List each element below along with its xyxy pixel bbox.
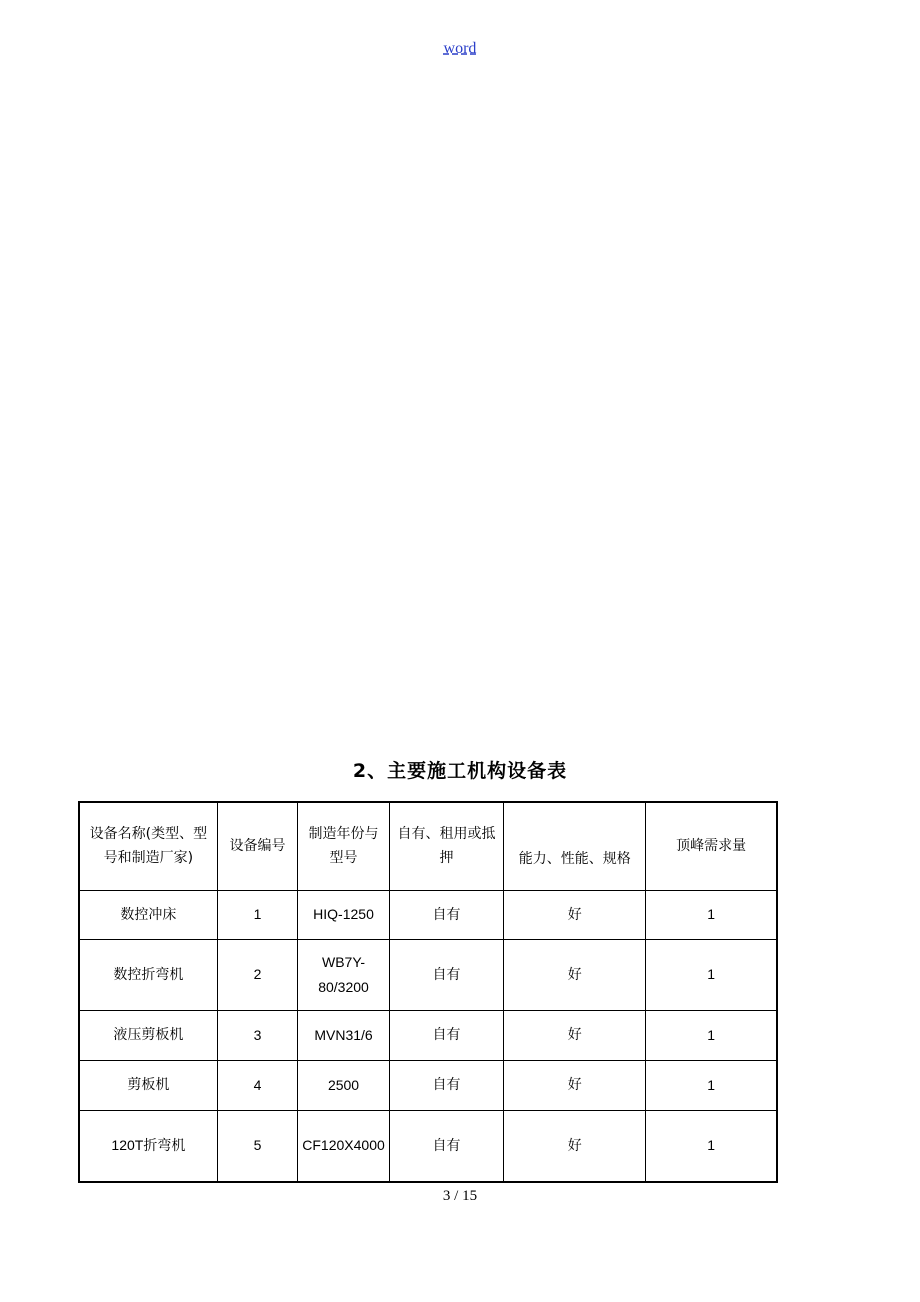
cell-name: 120T折弯机 bbox=[79, 1110, 217, 1182]
cell-name: 数控冲床 bbox=[79, 890, 217, 939]
cell-ownership: 自有 bbox=[389, 939, 503, 1010]
table-row bbox=[79, 1060, 777, 1110]
cell-model: MVN31/6 bbox=[298, 1010, 390, 1060]
header-cell-year-model: 制造年份与型号 bbox=[298, 802, 390, 890]
cell-name: 数控折弯机 bbox=[79, 939, 217, 1010]
header-cell-equipment-name: 设备名称(类型、型号和制造厂家) bbox=[79, 802, 217, 890]
cell-model: HIQ-1250 bbox=[298, 890, 390, 939]
cell-capability: 好 bbox=[504, 939, 646, 1010]
cell-ownership: 自有 bbox=[389, 1010, 503, 1060]
cell-number: 5 bbox=[217, 1110, 298, 1182]
section-title: 2、主要施工机构设备表 bbox=[352, 760, 568, 782]
header-word-link[interactable]: word bbox=[443, 40, 477, 57]
page-number: 3 / 15 bbox=[442, 1188, 478, 1204]
table-header-row bbox=[79, 802, 777, 890]
table-row bbox=[79, 939, 777, 1010]
cell-model: CF120X4000 bbox=[298, 1110, 390, 1182]
cell-ownership: 自有 bbox=[389, 1110, 503, 1182]
cell-number: 2 bbox=[217, 939, 298, 1010]
table-row bbox=[79, 890, 777, 939]
header-cell-equipment-number: 设备编号 bbox=[217, 802, 298, 890]
cell-number: 4 bbox=[217, 1060, 298, 1110]
cell-capability: 好 bbox=[504, 890, 646, 939]
cell-demand: 1 bbox=[646, 939, 777, 1010]
cell-demand: 1 bbox=[646, 1110, 777, 1182]
cell-model: 2500 bbox=[298, 1060, 390, 1110]
cell-name: 剪板机 bbox=[79, 1060, 217, 1110]
cell-demand: 1 bbox=[646, 1060, 777, 1110]
cell-ownership: 自有 bbox=[389, 890, 503, 939]
cell-number: 1 bbox=[217, 890, 298, 939]
equipment-table bbox=[78, 801, 778, 1183]
cell-model: WB7Y-80/3200 bbox=[298, 939, 390, 1010]
table-row bbox=[79, 1010, 777, 1060]
table-row bbox=[79, 1110, 777, 1182]
cell-ownership: 自有 bbox=[389, 1060, 503, 1110]
header-cell-capability: 能力、性能、规格 bbox=[504, 802, 646, 890]
cell-capability: 好 bbox=[504, 1010, 646, 1060]
header-cell-ownership: 自有、租用或抵押 bbox=[389, 802, 503, 890]
cell-number: 3 bbox=[217, 1010, 298, 1060]
cell-demand: 1 bbox=[646, 1010, 777, 1060]
cell-demand: 1 bbox=[646, 890, 777, 939]
cell-capability: 好 bbox=[504, 1110, 646, 1182]
cell-capability: 好 bbox=[504, 1060, 646, 1110]
cell-name: 液压剪板机 bbox=[79, 1010, 217, 1060]
header-cell-peak-demand: 顶峰需求量 bbox=[646, 802, 777, 890]
